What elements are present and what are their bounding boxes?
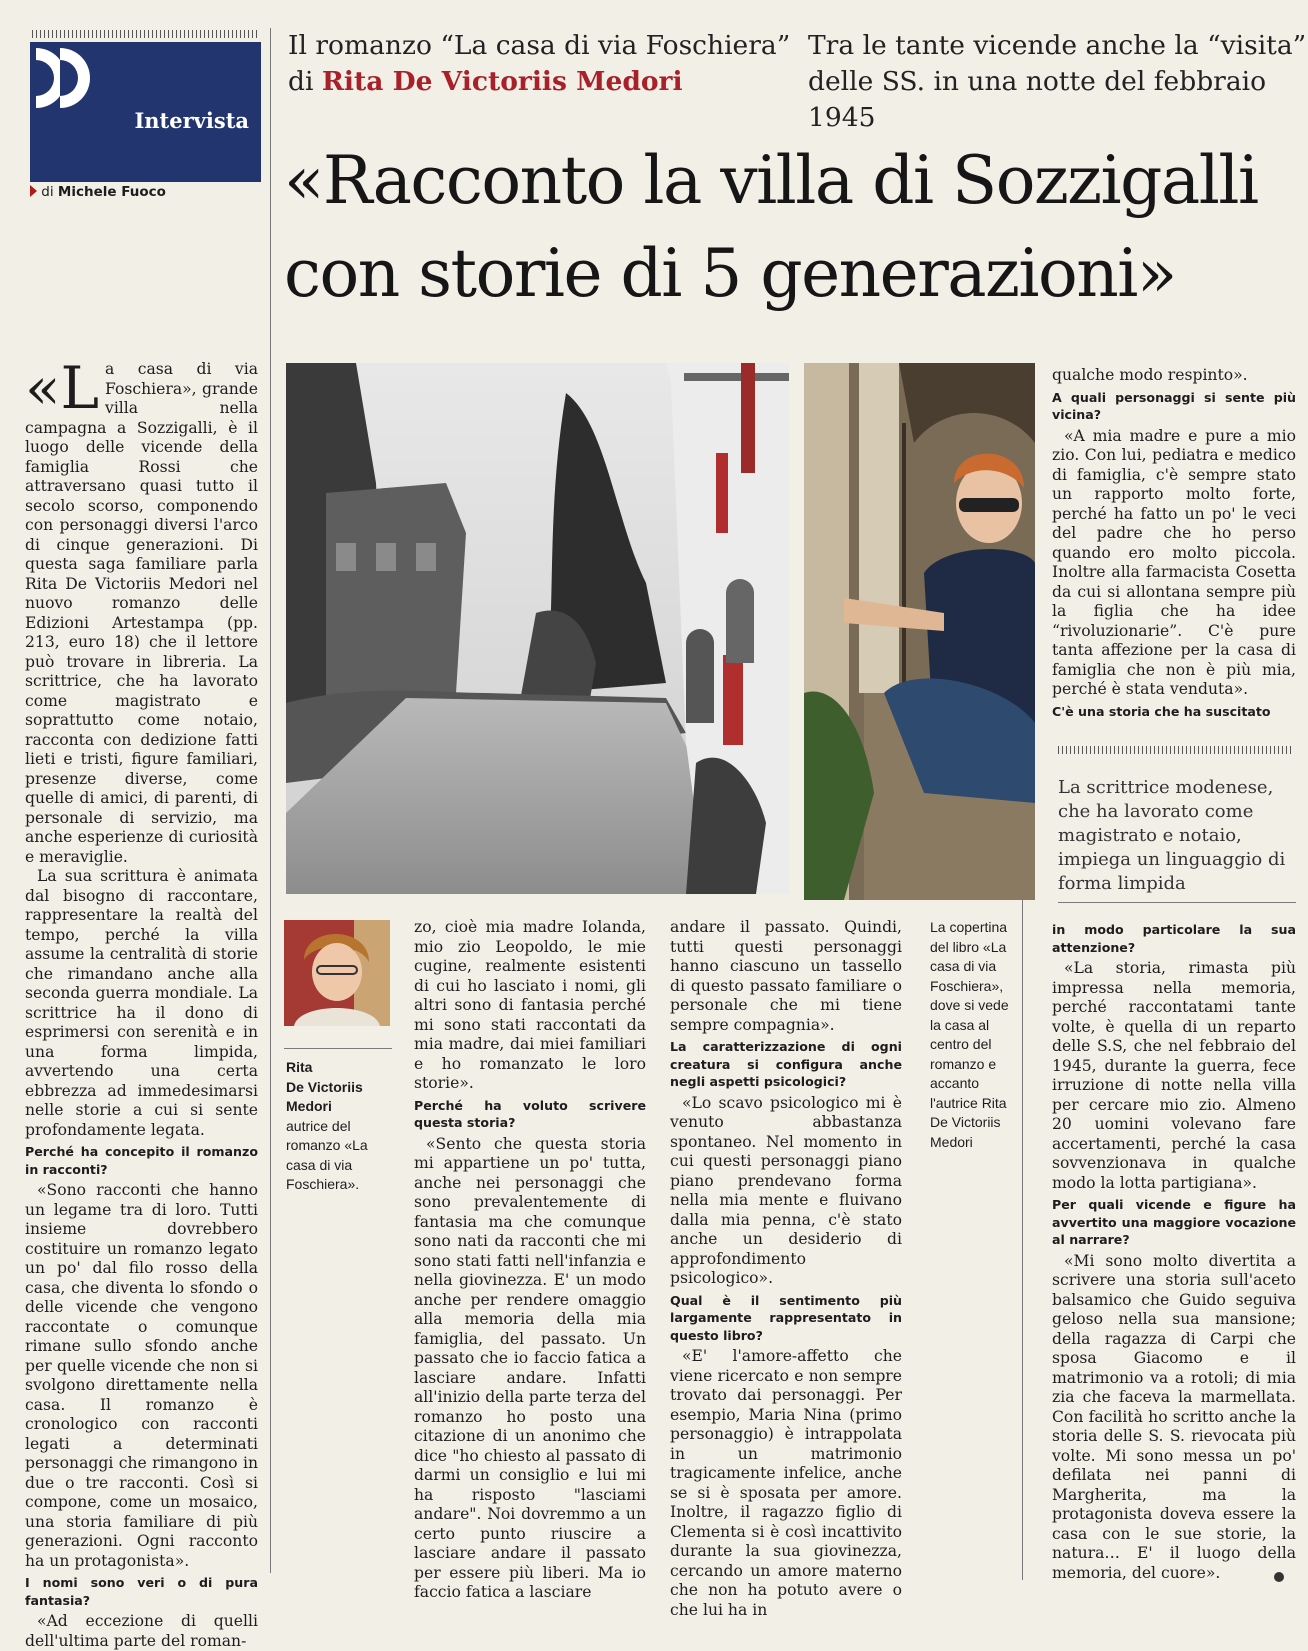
section-box (30, 42, 261, 182)
bullet-icon (30, 185, 37, 197)
kicker-right-line1: Tra le tante vicende anche la “visita” (808, 30, 1307, 61)
villa-photo (286, 363, 789, 894)
question: Perché ha voluto scrivere questa storia? (414, 1097, 646, 1130)
question: I nomi sono veri o di pura fantasia? (25, 1575, 258, 1608)
portrait-caption (286, 1058, 396, 1195)
column-6-bottom-text (1052, 918, 1296, 1588)
column-4-text (670, 918, 902, 1619)
end-mark-icon (1274, 1572, 1284, 1582)
column-1-text (25, 354, 258, 1650)
answer: «E' l'amore-affetto che viene ricercato e non sempre trovato dai personaggi. Per esempio, Maria Nina (primo personaggio) è intrappolata in un matrimonio tragicamente infelice, anche se si è sposata per amore. Inoltre, il ragazzo figlio di Clementa si è così incattivito durante la sua giovinezza, cercando un amore materno che non ha potuto avere o che lui ha in (670, 1347, 902, 1619)
drop-cap: «L (25, 354, 100, 422)
answer: «Lo scavo psicologico mi è venuto abbastanza spontaneo. Nel momento in cui questi personaggi piano piano prendevano forma nella mia mente e fluivano dalla mia penna, c'è stato anche un desiderio di approfondimento psicologico». (670, 1093, 902, 1287)
answer: «La storia, rimasta più impressa nella memoria, perché raccontatami tante volte, è quella di un reparto delle S.S, che nel febbraio del 1945, durante la guerra, fece irruzione di notte nella villa per cercare mio zio. Almeno 20 uomini volevano fare accertamenti, perché la casa sovvenzionava in qualche modo la lotta partigiana». (1052, 959, 1296, 1192)
answer-continued: andare il passato. Quindi, tutti questi personaggi hanno ciascuno un tassello di questo passato familiare o personale che mi tiene sempre compagnia». (670, 918, 902, 1034)
byline (30, 184, 166, 200)
answer: «Sento che questa storia mi appartiene un po' tutta, anche nei personaggi che sono prevalentemente di fantasia ma che comunque sono nati da racconti che mi sono stati fatti nell'infanzia e nella giovinezza. E' un modo anche per rendere omaggio alla memoria della mia famiglia, del passato. Un passato che io faccio fatica a lasciare andare. Infatti all'inizio della parte terza del romanzo ho posto una citazione di un anonimo che dice "ho chiesto al passato di darmi un consiglio e lui mi ha risposto "lasciami andare". Noi dovremmo a un certo punto riuscire a lasciare andare il passato per essere più liberi. Ma io faccio fatica a lasciare (414, 1134, 646, 1601)
caption-name-1: Rita (286, 1059, 313, 1075)
answer: «Mi sono molto divertita a scrivere una storia sull'aceto balsamico che Guido seguiva geloso nella sua mansione; della ragazza di Carpi che sposa Giacomo e il matrimonio va a rotoli; di mia zia che faceva la marmellata. Con facilità ho scritto anche la storia delle S. S. rievocata più volte. Mi sono messa un po' defilata nei panni di Margherita, ma la protagonista doveva essere la casa con le sue storie, la natura… E' il luogo della memoria, del cuore». (1052, 1251, 1296, 1582)
headline-line2: con storie di 5 generazioni» (284, 235, 1176, 312)
question: Perché ha concepito il romanzo in racconti? (25, 1144, 258, 1177)
caption-name-3: Medori (286, 1098, 332, 1114)
kicker-left-line1: Il romanzo “La casa di via Foschiera” (288, 30, 791, 61)
pull-quote: La scrittrice modenese, che ha lavorato come magistrato e notaio, impiega un linguaggio di forma limpida (1058, 777, 1286, 894)
column-rule (270, 28, 271, 1573)
answer-continued: qualche modo respinto». (1052, 366, 1248, 384)
question: Per quali vicende e figure ha avvertito una maggiore vocazione al narrare? (1052, 1197, 1296, 1247)
intro-paragraph-2: La sua scrittura è animata dal bisogno di raccontare, rappresentare la realtà del tempo, perché la villa assume la centralità di storie che rimandano anche alla seconda guerra mondiale. La scrittrice ha il dono di esprimersi con serenità e in una forma limpida, avvertendo una certa ebbrezza ad immedesimarsi nelle storie a cui si sente profondamente legata. (25, 867, 258, 1139)
column-6-top-text (1052, 366, 1296, 726)
question: in modo particolare la sua attenzione? (1052, 922, 1296, 955)
decorative-ticks (32, 30, 260, 38)
answer: «Ad eccezione di quelli dell'ultima parte del roman- (25, 1612, 258, 1650)
intro-paragraph: a casa di via Foschiera», grande villa nella campagna a Sozzigalli, è il luogo delle vicende della famiglia Rossi che attraversano quasi tutto il secolo scorso, componendo con personaggi diversi l'arco di cinque generazioni. Di questa saga familiare parla Rita De Victoriis Medori nel nuovo romanzo delle Edizioni Artestampa (pp. 213, euro 18) che il lettore può trovare in libreria. La scrittrice, che ha lavorato come magistrato e soprattutto come notaio, racconta con dedizione fatti lieti e tristi, figure familiari, presenze diverse, come quelle di amici, di parenti, di personale di servizio, ma anche esperienze di curiosità e meraviglie. (25, 360, 258, 866)
villa-photo-image (286, 363, 789, 894)
question: A quali personaggi si sente più vicina? (1052, 389, 1296, 422)
author-photo (804, 363, 1035, 900)
question: C'è una storia che ha suscitato (1052, 703, 1271, 719)
column-3-text (414, 918, 646, 1601)
headline-line1: «Racconto la villa di Sozzigalli (284, 142, 1258, 219)
section-label: Intervista (134, 108, 249, 133)
kicker-right-line2: delle SS. in una notte del febbraio 1945 (808, 66, 1267, 133)
headline (284, 134, 1294, 320)
author-photo-image (804, 363, 1035, 900)
question: Qual è il sentimento più largamente rappresentato in questo libro? (670, 1292, 902, 1343)
kicker-left-prefix: di (288, 66, 314, 97)
author-portrait-image (284, 920, 390, 1026)
answer: «Sono racconti che hanno un legame tra di loro. Tutti insieme dovrebbero costituire un romanzo legato un po' dal filo rosso della casa, che diventa lo sfondo o delle vicende che vengono raccontate o comunque rimane sullo sfondo anche per quelle vicende che non si svolgono direttamente nella casa. Il romanzo è cronologico con racconti legati a determinati personaggi che rimangono in due o tre racconti. Così si compone, come un mosaico, una storia familiare di più generazioni. Ogni racconto ha un protagonista». (25, 1181, 258, 1570)
answer-continued: zo, cioè mia madre Iolanda, mio zio Leopoldo, le mie cugine, realmente esistenti di cui ho lasciato i nomi, gli altri sono di fantasia perché mi sono stati raccontati da mia madre, dai miei familiari e ho romanzato le loro storie». (414, 918, 646, 1092)
decorative-ticks (1058, 746, 1294, 754)
byline-prefix: di (41, 184, 54, 200)
kicker-right (808, 28, 1308, 136)
pull-quote-rule (1058, 902, 1296, 903)
author-portrait (284, 920, 390, 1026)
byline-author: Michele Fuoco (57, 184, 166, 200)
caption-rule (284, 1048, 392, 1049)
question: La caratterizzazione di ogni creatura si configura anche negli aspetti psicologici? (670, 1039, 902, 1089)
caption-desc: autrice del romanzo «La casa di via Foschiera». (286, 1117, 368, 1192)
kicker-left (288, 28, 790, 100)
kicker-left-author: Rita De Victoriis Medori (321, 66, 683, 97)
answer: «A mia madre e pure a mio zio. Con lui, pediatra e medico di famiglia, c'è sempre stato un rapporto molto forte, perché ha fatto un po' le veci del padre che ho perso quando ero molto piccola. Inoltre alla farmacista Cosetta da cui si allontana sempre più la figlia che ha idee “rivoluzionarie”. C'è pure tanta affezione per la casa di famiglia che non è più mia, perché è stata venduta». (1052, 426, 1296, 698)
book-caption: La copertina del libro «La casa di via Foschiera», dove si vede la casa al centro del romanzo e accanto l'autrice Rita De Victoriis Medori (930, 919, 1009, 1150)
logo-mark-icon (30, 46, 94, 112)
caption-name-2: De Victoriis (286, 1078, 363, 1095)
